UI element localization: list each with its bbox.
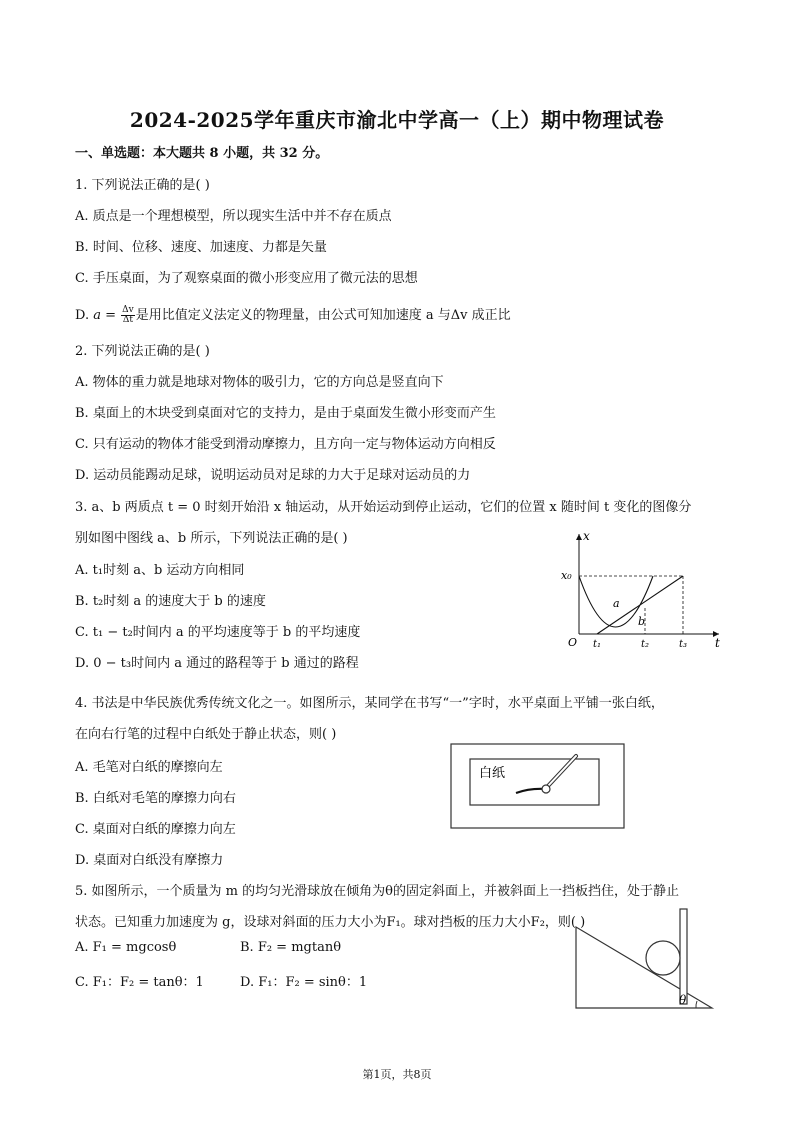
desk-outline bbox=[451, 744, 624, 828]
q3-option-d: D. 0 − t₃时间内 a 通过的路程等于 b 通过的路程 bbox=[75, 656, 359, 671]
brush-tip bbox=[542, 785, 550, 793]
q5-option-d: D. F₁：F₂ = sinθ：1 bbox=[240, 975, 368, 990]
section-heading: 一、单选题：本大题共 8 小题，共 32 分。 bbox=[75, 146, 329, 161]
q2-option-a: A. 物体的重力就是地球对物体的吸引力，它的方向总是竖直向下 bbox=[75, 375, 444, 390]
label-a: a bbox=[613, 597, 620, 610]
q1-option-b: B. 时间、位移、速度、加速度、力都是矢量 bbox=[75, 240, 327, 255]
fraction: $\frac{\Delta v}{\Delta t}$ bbox=[122, 305, 134, 325]
q4-stem-line1: 4. 书法是中华民族优秀传统文化之一。如图所示，某同学在书写“一”字时，水平桌面上平铺一张白纸， bbox=[75, 696, 664, 711]
baffle-board bbox=[680, 909, 687, 1004]
label-x0: x₀ bbox=[561, 569, 572, 582]
q2-option-d: D. 运动员能踢动足球，说明运动员对足球的力大于足球对运动员的力 bbox=[75, 468, 471, 483]
label-b: b bbox=[638, 615, 646, 628]
q4-stem-line2: 在向右行笔的过程中白纸处于静止状态，则( ) bbox=[75, 727, 337, 742]
label-t3: t₃ bbox=[679, 639, 688, 650]
q1-option-a: A. 质点是一个理想模型，所以现实生活中并不存在质点 bbox=[75, 209, 392, 224]
q3-option-c: C. t₁ − t₂时间内 a 的平均速度等于 b 的平均速度 bbox=[75, 625, 361, 640]
label-x: x bbox=[583, 529, 590, 543]
q5-stem-line2: 状态。已知重力加速度为 g，设球对斜面的压力大小为F₁。球对挡板的压力大小F₂，则( ) bbox=[75, 915, 586, 930]
q2-option-b: B. 桌面上的木块受到桌面对它的支持力，是由于桌面发生微小形变而产生 bbox=[75, 406, 496, 421]
q4-option-d: D. 桌面对白纸没有摩擦力 bbox=[75, 853, 224, 868]
ball bbox=[646, 941, 680, 975]
q5-incline-figure bbox=[570, 905, 720, 1013]
page-title: 2024-2025学年重庆市渝北中学高一（上）期中物理试卷 bbox=[129, 108, 665, 132]
q2-option-c: C. 只有运动的物体才能受到滑动摩擦力，且方向一定与物体运动方向相反 bbox=[75, 437, 496, 452]
q5-option-b: B. F₂ = mgtanθ bbox=[240, 940, 342, 955]
q3-option-a: A. t₁时刻 a、b 运动方向相同 bbox=[75, 563, 245, 578]
label-t2: t₂ bbox=[641, 639, 650, 650]
angle-arc bbox=[696, 1001, 697, 1008]
q4-option-a: A. 毛笔对白纸的摩擦向左 bbox=[75, 760, 223, 775]
q3-stem-line1: 3. a、b 两质点 t = 0 时刻开始沿 x 轴运动，从开始运动到停止运动，它们的位置 x 随时间 t 变化的图像分 bbox=[75, 500, 692, 515]
q1-option-d: D. a = $\frac{\Delta v}{\Delta t}$ 是用比值定义法定义的物理量，由公式可知加速度 a 与Δv 成正比 bbox=[75, 305, 511, 325]
page-footer: 第1页，共8页 bbox=[362, 1068, 432, 1081]
incline bbox=[576, 927, 712, 1008]
q3-xt-graph bbox=[555, 528, 730, 658]
q1-option-c: C. 手压桌面，为了观察桌面的微小形变应用了微元法的思想 bbox=[75, 271, 418, 286]
q3-stem-line2: 别如图中图线 a、b 所示，下列说法正确的是( ) bbox=[75, 531, 348, 546]
q5-option-a: A. F₁ = mgcosθ bbox=[75, 940, 177, 955]
q1-stem: 1. 下列说法正确的是( ) bbox=[75, 178, 210, 193]
q4-option-c: C. 桌面对白纸的摩擦力向左 bbox=[75, 822, 236, 837]
paper-label: 白纸 bbox=[479, 765, 506, 780]
q4-option-b: B. 白纸对毛笔的摩擦力向右 bbox=[75, 791, 236, 806]
angle-theta: θ bbox=[679, 993, 687, 1007]
label-t1: t₁ bbox=[593, 639, 602, 650]
brush-handle-inner bbox=[548, 756, 576, 786]
q2-stem: 2. 下列说法正确的是( ) bbox=[75, 344, 210, 359]
label-t: t bbox=[715, 636, 720, 650]
q5-option-c: C. F₁：F₂ = tanθ：1 bbox=[75, 975, 204, 990]
q5-stem-line1: 5. 如图所示，一个质量为 m 的均匀光滑球放在倾角为θ的固定斜面上，并被斜面上一挡板挡住，处于静止 bbox=[75, 884, 679, 899]
q3-option-b: B. t₂时刻 a 的速度大于 b 的速度 bbox=[75, 594, 266, 609]
q4-brush-figure bbox=[450, 742, 626, 832]
label-o: O bbox=[568, 636, 578, 649]
